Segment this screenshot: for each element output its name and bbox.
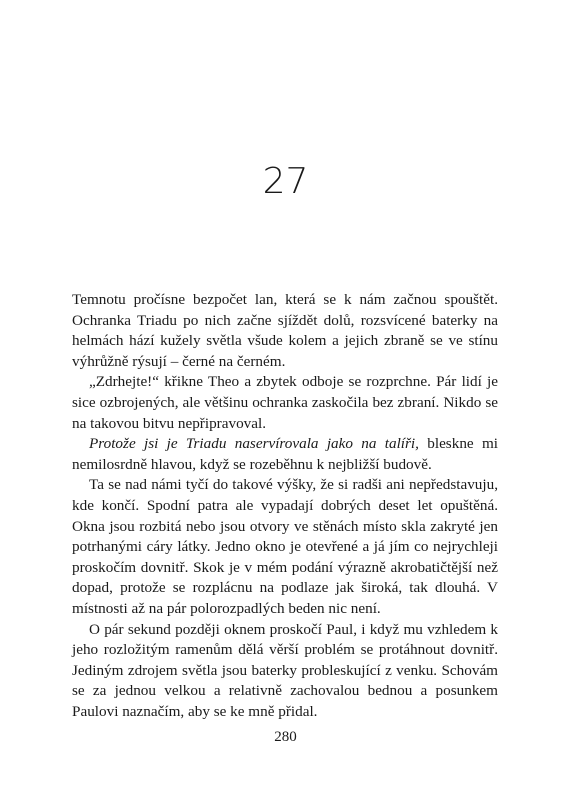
paragraph bbox=[72, 290, 498, 372]
paragraph-italic-text: Protože jsi je Triadu naservírovala jako na talíři, bbox=[89, 435, 419, 453]
paragraph bbox=[72, 620, 498, 723]
paragraph-text: „Zdrhejte!“ křikne Theo a zbytek odboje se rozprchne. Pár lidí je sice ozbrojených, ale většinu ochranka zaskočila bez zbraní. Nikdo se na takovou bitvu nepřipravoval. bbox=[72, 373, 498, 432]
paragraph-text: O pár sekund později oknem proskočí Paul, i když mu vzhledem k jeho rozložitým ramenům dělá věrší problém se protáhnout dovnitř. Jediným zdrojem světla jsou baterky probleskující z venku. Schovám se za jednou velkou a relativně zachovalou bednou a posunkem Paulovi naznačím, aby se ke mně přidal. bbox=[72, 620, 498, 720]
paragraph bbox=[72, 475, 498, 619]
chapter-body bbox=[72, 290, 498, 722]
paragraph-text: Temnotu pročísne bezpočet lan, která se k nám začnou spouštět. Ochranka Triadu po nich začne sjíždět dolů, rozsvícené baterky na helmách hází kužely světla všude kolem a jejich zbraně se ve stínu výhrůžně rýsují – černé na černém. bbox=[72, 291, 498, 370]
paragraph bbox=[72, 434, 498, 475]
paragraph bbox=[72, 372, 498, 434]
paragraph-text: Ta se nad námi tyčí do takové výšky, že si radši ani nepředstavuju, kde končí. Spodní patra ale vypadají dobrých deset let opuštěná. Okna jsou rozbitá nebo jsou otvory ve stěnách místo skla zakryté jen potrhanými cáry látky. Jedno okno je otevřené a já jím co nejrychleji proskočím dovnitř. Skok je v mém podání výrazně akrobatičtější než dopad, protože se rozplácnu na podlaze jak široká, tak dlouhá. V místnosti až na pár polorozpadlých beden nic není. bbox=[72, 476, 498, 617]
chapter-number: 27 bbox=[262, 161, 309, 202]
page-number: 280 bbox=[274, 729, 297, 745]
paragraph-text: bleskne mi nemilosrdně hlavou, když se rozeběhnu k nejbližší budově. bbox=[72, 435, 498, 473]
